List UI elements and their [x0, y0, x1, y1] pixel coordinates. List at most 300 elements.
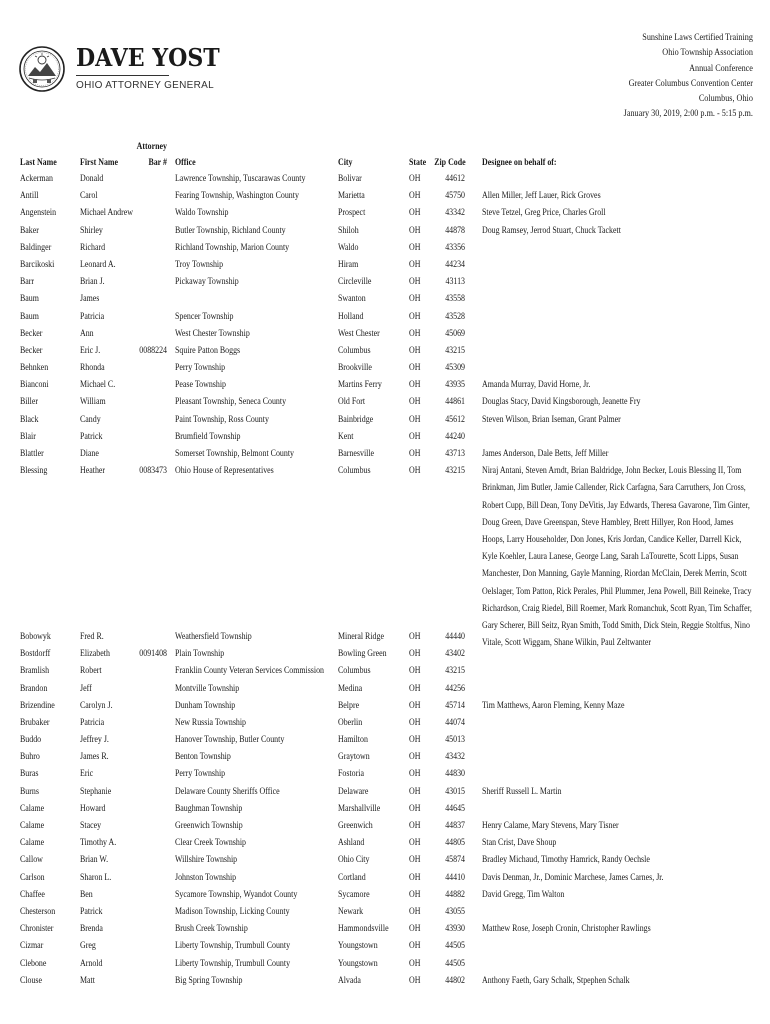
- office-cell: Perry Township: [175, 768, 226, 779]
- office-cell: Montville Township: [175, 682, 240, 693]
- designee-cell: Tim Matthews, Aaron Fleming, Kenny Maze: [482, 699, 625, 710]
- office-cell: Clear Creek Township: [175, 837, 247, 848]
- city-cell: Graytown: [338, 751, 370, 762]
- last-name-cell: Callow: [20, 854, 43, 865]
- last-name-cell: Barr: [20, 276, 35, 287]
- first-name-cell: Carol: [80, 190, 98, 201]
- designee-cell: Henry Calame, Mary Stevens, Mary Tisner: [482, 820, 619, 831]
- office-cell: Pickaway Township: [175, 276, 239, 287]
- office-cell: Johnston Township: [175, 871, 237, 882]
- first-name-cell: Heather: [80, 465, 106, 476]
- first-name-cell: Robert: [80, 665, 102, 676]
- table-row: [0, 290, 770, 307]
- zip-cell: 44612: [445, 173, 465, 183]
- last-name-cell: Brubaker: [20, 716, 50, 727]
- designee-cell: Sheriff Russell L. Martin: [482, 785, 562, 796]
- first-name-cell: Brenda: [80, 923, 103, 934]
- zip-cell: 43558: [445, 293, 465, 304]
- col-office: Office: [175, 157, 196, 167]
- bar-number-cell: 0083473: [139, 465, 167, 476]
- office-cell: Weathersfield Township: [175, 630, 252, 641]
- designee-cell: Steven Wilson, Brian Iseman, Grant Palmer: [482, 413, 621, 424]
- office-cell: Troy Township: [175, 258, 224, 269]
- designee-cell: Matthew Rose, Joseph Cronin, Christopher Rawlings: [482, 923, 651, 934]
- brand-name: DAVE YOST: [76, 43, 220, 72]
- office-cell: Benton Township: [175, 751, 231, 762]
- zip-cell: 44878: [445, 224, 465, 235]
- table-row: [0, 204, 770, 221]
- state-cell: OH: [409, 768, 421, 779]
- table-row: [0, 256, 770, 273]
- state-cell: OH: [409, 207, 421, 218]
- city-cell: Mineral Ridge: [338, 630, 384, 641]
- office-cell: Squire Patton Boggs: [175, 344, 241, 355]
- last-name-cell: Bianconi: [20, 379, 49, 390]
- state-cell: OH: [409, 785, 421, 796]
- table-row: [0, 680, 770, 697]
- office-cell: Delaware County Sheriffs Office: [175, 785, 280, 796]
- state-cell: OH: [409, 734, 421, 745]
- zip-cell: 43356: [445, 241, 465, 252]
- state-cell: OH: [409, 448, 421, 458]
- office-cell: West Chester Township: [175, 327, 250, 338]
- zip-cell: 43342: [445, 207, 465, 218]
- col-zip: Zip Code: [434, 157, 466, 167]
- zip-cell: 43930: [445, 923, 465, 934]
- event-line: Annual Conference: [689, 63, 753, 74]
- state-cell: OH: [409, 344, 421, 355]
- city-cell: Bowling Green: [338, 648, 387, 659]
- first-name-cell: James: [80, 293, 100, 304]
- zip-cell: 44074: [445, 716, 465, 727]
- first-name-cell: Ben: [80, 888, 93, 899]
- table-row: [0, 428, 770, 445]
- table-row: [0, 972, 770, 989]
- office-cell: Big Spring Township: [175, 974, 243, 985]
- office-cell: New Russia Township: [175, 716, 247, 727]
- ohio-seal-icon: [18, 34, 66, 104]
- designee-cell: Anthony Faeth, Gary Schalk, Stpephen Schalk: [482, 974, 630, 985]
- last-name-cell: Bramlish: [20, 665, 50, 676]
- first-name-cell: Timothy A.: [80, 837, 117, 848]
- state-cell: OH: [409, 648, 421, 659]
- last-name-cell: Antill: [20, 190, 39, 201]
- table-row: [0, 851, 770, 868]
- office-cell: Dunham Township: [175, 699, 236, 710]
- first-name-cell: Donald: [80, 173, 104, 183]
- zip-cell: 43215: [445, 465, 465, 476]
- event-line: January 30, 2019, 2:00 p.m. - 5:15 p.m.: [623, 109, 753, 120]
- col-attorney: Attorney: [136, 141, 167, 151]
- state-cell: OH: [409, 820, 421, 831]
- office-cell: Madison Township, Licking County: [175, 905, 290, 916]
- zip-cell: 45069: [445, 327, 465, 338]
- last-name-cell: Brizendine: [20, 699, 55, 710]
- last-name-cell: Baker: [20, 224, 39, 235]
- city-cell: Martins Ferry: [338, 379, 382, 390]
- first-name-cell: Howard: [80, 802, 106, 813]
- designee-cell: Stan Crist, Dave Shoup: [482, 837, 557, 848]
- zip-cell: 44805: [445, 837, 465, 848]
- event-line: Ohio Township Association: [662, 48, 753, 59]
- first-name-cell: Stephanie: [80, 785, 112, 796]
- last-name-cell: Baum: [20, 310, 39, 321]
- zip-cell: 44861: [445, 396, 465, 407]
- state-cell: OH: [409, 871, 421, 882]
- city-cell: Fostoria: [338, 768, 364, 779]
- city-cell: Columbus: [338, 465, 371, 476]
- first-name-cell: Greg: [80, 940, 96, 951]
- office-cell: Butler Township, Richland County: [175, 224, 286, 235]
- office-cell: Perry Township: [175, 362, 226, 373]
- city-cell: Marietta: [338, 190, 365, 201]
- brand: [76, 44, 232, 91]
- zip-cell: 43402: [445, 648, 465, 659]
- state-cell: OH: [409, 430, 421, 441]
- table-row: [0, 393, 770, 410]
- last-name-cell: Angenstein: [20, 207, 57, 218]
- zip-cell: 45309: [445, 362, 465, 373]
- designee-cell: Niraj Antani, Steven Arndt, Brian Baldridge, John Becker, Louis Blessing II, Tom Brinkman, Jim Butler, Jamie Callender, Rick Carfagna, Sara Carruthers, Jon Cross, Robert Cupp, Bill Dean, Tony DeVitis, Jay Edwards, Theresa Gavarone, Tim Ginter, Doug Green, Dave Greenspan, Steve Hambley, Brett Hillyer, Ron Hood, James Hoops, Larry Householder, Don Jones, Kris Jordan, Candice Keller, Darrell Kick, Kyle Koehler, Laura Lanese, George Lang, Sarah LaTourette, Scott Lipps, Susan Manchester, Don Manning, Gayle Manning, Riordan McClain, Derek Merrin, Scott Oelslager, Tom Patton, Rick Perales, Phil Plummer, Jena Powell, Bill Reineke, Tracy Richardson, Craig Riedel, Bill Roemer, Mark Romanchuk, Scott Ryan, Tim Schaffer, Gary Scherer, Bill Seitz, Ryan Smith, Todd Smith, Dick Stein, Reggie Stoltfus, Nino Vitale, Scott Wiggam, Shane Wilkin, Paul Zeltwanter: [482, 465, 752, 648]
- city-cell: Ohio City: [338, 854, 370, 865]
- col-city: City: [338, 157, 353, 167]
- first-name-cell: Michael Andrew: [80, 207, 134, 218]
- first-name-cell: James R.: [80, 751, 109, 762]
- last-name-cell: Blair: [20, 430, 36, 441]
- city-cell: Ashland: [338, 837, 365, 848]
- last-name-cell: Clebone: [20, 957, 47, 968]
- event-line: Greater Columbus Convention Center: [628, 78, 753, 89]
- city-cell: Bolivar: [338, 173, 362, 183]
- last-name-cell: Chesterson: [20, 905, 56, 916]
- event-info: [624, 31, 753, 123]
- first-name-cell: Shirley: [80, 224, 103, 235]
- office-cell: Lawrence Township, Tuscarawas County: [175, 173, 306, 183]
- last-name-cell: Becker: [20, 344, 43, 355]
- first-name-cell: Patricia: [80, 716, 105, 727]
- city-cell: Belpre: [338, 699, 360, 710]
- zip-cell: 43113: [445, 276, 465, 287]
- office-cell: Pleasant Township, Seneca County: [175, 396, 287, 407]
- state-cell: OH: [409, 190, 421, 201]
- office-cell: Waldo Township: [175, 207, 229, 218]
- first-name-cell: Elizabeth: [80, 648, 110, 659]
- last-name-cell: Barcikoski: [20, 258, 55, 269]
- table-row: [0, 359, 770, 376]
- first-name-cell: Matt: [80, 974, 95, 985]
- zip-cell: 44802: [445, 974, 465, 985]
- state-cell: OH: [409, 173, 421, 183]
- designee-cell: Allen Miller, Jeff Lauer, Rick Groves: [482, 190, 601, 201]
- table-row: [0, 731, 770, 748]
- designee-cell: James Anderson, Dale Betts, Jeff Miller: [482, 448, 609, 458]
- city-cell: Youngstown: [338, 940, 378, 951]
- city-cell: Kent: [338, 430, 354, 441]
- zip-cell: 45612: [445, 413, 465, 424]
- designee-cell: Davis Denman, Jr., Dominic Marchese, James Carnes, Jr.: [482, 871, 664, 882]
- state-cell: OH: [409, 940, 421, 951]
- state-cell: OH: [409, 716, 421, 727]
- city-cell: Oberlin: [338, 716, 363, 727]
- first-name-cell: Patricia: [80, 310, 105, 321]
- first-name-cell: Candy: [80, 413, 101, 424]
- state-cell: OH: [409, 974, 421, 985]
- state-cell: OH: [409, 310, 421, 321]
- office-cell: Brumfield Township: [175, 430, 241, 441]
- state-cell: OH: [409, 327, 421, 338]
- state-cell: OH: [409, 837, 421, 848]
- office-cell: Fearing Township, Washington County: [175, 190, 299, 201]
- state-cell: OH: [409, 293, 421, 304]
- last-name-cell: Becker: [20, 327, 43, 338]
- table-row: [0, 937, 770, 954]
- table-row: [0, 662, 770, 679]
- table-row: [0, 765, 770, 782]
- office-cell: Greenwich Township: [175, 820, 243, 831]
- event-line: Sunshine Laws Certified Training: [642, 33, 753, 43]
- zip-cell: 43713: [445, 448, 465, 458]
- first-name-cell: Stacey: [80, 820, 102, 831]
- table-row: [0, 342, 770, 359]
- first-name-cell: Jeffrey J.: [80, 734, 109, 745]
- office-cell: Pease Township: [175, 379, 226, 390]
- first-name-cell: Patrick: [80, 905, 103, 916]
- city-cell: Barnesville: [338, 448, 375, 458]
- zip-cell: 44234: [445, 258, 465, 269]
- last-name-cell: Black: [20, 413, 39, 424]
- designee-cell: David Gregg, Tim Walton: [482, 888, 565, 899]
- zip-cell: 44645: [445, 802, 465, 813]
- zip-cell: 43935: [445, 379, 465, 390]
- city-cell: Hiram: [338, 258, 359, 269]
- last-name-cell: Buddo: [20, 734, 42, 745]
- zip-cell: 44240: [445, 430, 465, 441]
- last-name-cell: Chaffee: [20, 888, 45, 899]
- office-cell: Spencer Township: [175, 310, 234, 321]
- zip-cell: 43215: [445, 665, 465, 676]
- office-cell: Brush Creek Township: [175, 923, 248, 934]
- state-cell: OH: [409, 258, 421, 269]
- designee-cell: Steve Tetzel, Greg Price, Charles Groll: [482, 207, 606, 218]
- first-name-cell: Brian W.: [80, 854, 109, 865]
- event-line: Columbus, Ohio: [698, 94, 753, 105]
- zip-cell: 44505: [445, 940, 465, 951]
- city-cell: Greenwich: [338, 820, 373, 831]
- city-cell: Prospect: [338, 207, 366, 218]
- office-cell: Hanover Township, Butler County: [175, 734, 285, 745]
- city-cell: West Chester: [338, 327, 380, 338]
- bar-number-cell: 0091408: [139, 648, 167, 659]
- table-row: [0, 697, 770, 714]
- table-row: [0, 645, 770, 662]
- table-row: [0, 273, 770, 290]
- office-cell: Plain Township: [175, 648, 225, 659]
- last-name-cell: Ackerman: [20, 173, 53, 183]
- first-name-cell: Eric: [80, 768, 94, 779]
- zip-cell: 43528: [445, 310, 465, 321]
- table-row: [0, 376, 770, 393]
- last-name-cell: Blessing: [20, 465, 48, 476]
- zip-cell: 44882: [445, 888, 465, 899]
- office-cell: Willshire Township: [175, 854, 238, 865]
- state-cell: OH: [409, 802, 421, 813]
- zip-cell: 45013: [445, 734, 465, 745]
- first-name-cell: Arnold: [80, 957, 103, 968]
- state-cell: OH: [409, 465, 421, 476]
- office-cell: Richland Township, Marion County: [175, 241, 290, 252]
- state-cell: OH: [409, 699, 421, 710]
- last-name-cell: Calame: [20, 802, 45, 813]
- table-row: [0, 628, 770, 645]
- city-cell: Holland: [338, 310, 364, 321]
- zip-cell: 44256: [445, 682, 465, 693]
- table-row: [0, 903, 770, 920]
- city-cell: Swanton: [338, 293, 366, 304]
- office-cell: Franklin County Veteran Services Commission: [175, 665, 325, 676]
- first-name-cell: Richard: [80, 241, 106, 252]
- first-name-cell: Eric J.: [80, 344, 101, 355]
- state-cell: OH: [409, 905, 421, 916]
- brand-rule: [76, 75, 169, 76]
- first-name-cell: Michael C.: [80, 379, 116, 390]
- city-cell: Columbus: [338, 344, 371, 355]
- table-row: [0, 714, 770, 731]
- office-cell: Ohio House of Representatives: [175, 465, 274, 476]
- last-name-cell: Buhro: [20, 751, 40, 762]
- state-cell: OH: [409, 413, 421, 424]
- last-name-cell: Biller: [20, 396, 39, 407]
- last-name-cell: Blattler: [20, 448, 44, 458]
- zip-cell: 43015: [445, 785, 465, 796]
- last-name-cell: Chronister: [20, 923, 54, 934]
- city-cell: Old Fort: [338, 396, 366, 407]
- zip-cell: 44837: [445, 820, 465, 831]
- table-row: [0, 239, 770, 256]
- state-cell: OH: [409, 854, 421, 865]
- zip-cell: 43215: [445, 344, 465, 355]
- table-row: [0, 834, 770, 851]
- last-name-cell: Baum: [20, 293, 39, 304]
- table-row: [0, 817, 770, 834]
- last-name-cell: Calame: [20, 837, 45, 848]
- attendee-table: [0, 170, 770, 989]
- table-row: [0, 955, 770, 972]
- state-cell: OH: [409, 224, 421, 235]
- first-name-cell: Sharon L.: [80, 871, 112, 882]
- city-cell: Circleville: [338, 276, 372, 287]
- last-name-cell: Behnken: [20, 362, 49, 373]
- table-row: [0, 920, 770, 937]
- table-row: [0, 886, 770, 903]
- bar-number-cell: 0088224: [139, 344, 167, 355]
- city-cell: Delaware: [338, 785, 369, 796]
- last-name-cell: Baldinger: [20, 241, 52, 252]
- first-name-cell: Jeff: [80, 682, 92, 693]
- city-cell: Marshallville: [338, 802, 381, 813]
- first-name-cell: Fred R.: [80, 630, 104, 641]
- col-first-name: First Name: [80, 157, 119, 167]
- city-cell: Newark: [338, 905, 364, 916]
- first-name-cell: Patrick: [80, 430, 103, 441]
- table-header: [0, 140, 770, 170]
- city-cell: Sycamore: [338, 888, 370, 899]
- office-cell: Baughman Township: [175, 802, 243, 813]
- last-name-cell: Calame: [20, 820, 45, 831]
- city-cell: Columbus: [338, 665, 371, 676]
- state-cell: OH: [409, 396, 421, 407]
- state-cell: OH: [409, 751, 421, 762]
- designee-cell: Doug Ramsey, Jerrod Stuart, Chuck Tackett: [482, 224, 621, 235]
- zip-cell: 44830: [445, 768, 465, 779]
- state-cell: OH: [409, 630, 421, 641]
- state-cell: OH: [409, 362, 421, 373]
- city-cell: Brookville: [338, 362, 372, 373]
- first-name-cell: Carolyn J.: [80, 699, 113, 710]
- office-cell: Paint Township, Ross County: [175, 413, 269, 424]
- city-cell: Cortland: [338, 871, 366, 882]
- designee-cell: Douglas Stacy, David Kingsborough, Jeanette Fry: [482, 396, 641, 407]
- office-cell: Liberty Township, Trumbull County: [175, 940, 291, 951]
- col-bar-number: Bar #: [148, 157, 167, 167]
- table-row: [0, 869, 770, 886]
- brand-subtitle: OHIO ATTORNEY GENERAL: [76, 80, 214, 91]
- state-cell: OH: [409, 665, 421, 676]
- city-cell: Youngstown: [338, 957, 378, 968]
- last-name-cell: Clouse: [20, 974, 43, 985]
- last-name-cell: Carlson: [20, 871, 45, 882]
- table-row: [0, 800, 770, 817]
- last-name-cell: Burns: [20, 785, 39, 796]
- zip-cell: 44505: [445, 957, 465, 968]
- table-row: [0, 783, 770, 800]
- first-name-cell: William: [80, 396, 106, 407]
- city-cell: Medina: [338, 682, 363, 693]
- state-cell: OH: [409, 923, 421, 934]
- state-cell: OH: [409, 276, 421, 287]
- office-cell: Somerset Township, Belmont County: [175, 448, 294, 458]
- table-row: [0, 187, 770, 204]
- state-cell: OH: [409, 682, 421, 693]
- office-cell: Liberty Township, Trumbull County: [175, 957, 291, 968]
- state-cell: OH: [409, 888, 421, 899]
- designee-cell: Amanda Murray, David Horne, Jr.: [482, 379, 591, 390]
- first-name-cell: Diane: [80, 448, 99, 458]
- col-designee: Designee on behalf of:: [482, 157, 557, 167]
- last-name-cell: Bostdorff: [20, 648, 51, 659]
- zip-cell: 45750: [445, 190, 465, 201]
- city-cell: Shiloh: [338, 224, 359, 235]
- state-cell: OH: [409, 957, 421, 968]
- zip-cell: 44440: [445, 630, 465, 641]
- table-row: [0, 748, 770, 765]
- city-cell: Bainbridge: [338, 413, 374, 424]
- zip-cell: 45714: [445, 699, 465, 710]
- zip-cell: 43432: [445, 751, 465, 762]
- table-row: [0, 325, 770, 342]
- table-row: [0, 445, 770, 462]
- office-cell: Sycamore Township, Wyandot County: [175, 888, 298, 899]
- first-name-cell: Brian J.: [80, 276, 105, 287]
- zip-cell: 43055: [445, 905, 465, 916]
- table-row: [0, 170, 770, 187]
- city-cell: Hammondsville: [338, 923, 389, 934]
- city-cell: Alvada: [338, 974, 361, 985]
- zip-cell: 45874: [445, 854, 465, 865]
- col-state: State: [409, 157, 427, 167]
- last-name-cell: Buras: [20, 768, 39, 779]
- table-row: [0, 308, 770, 325]
- city-cell: Hamilton: [338, 734, 368, 745]
